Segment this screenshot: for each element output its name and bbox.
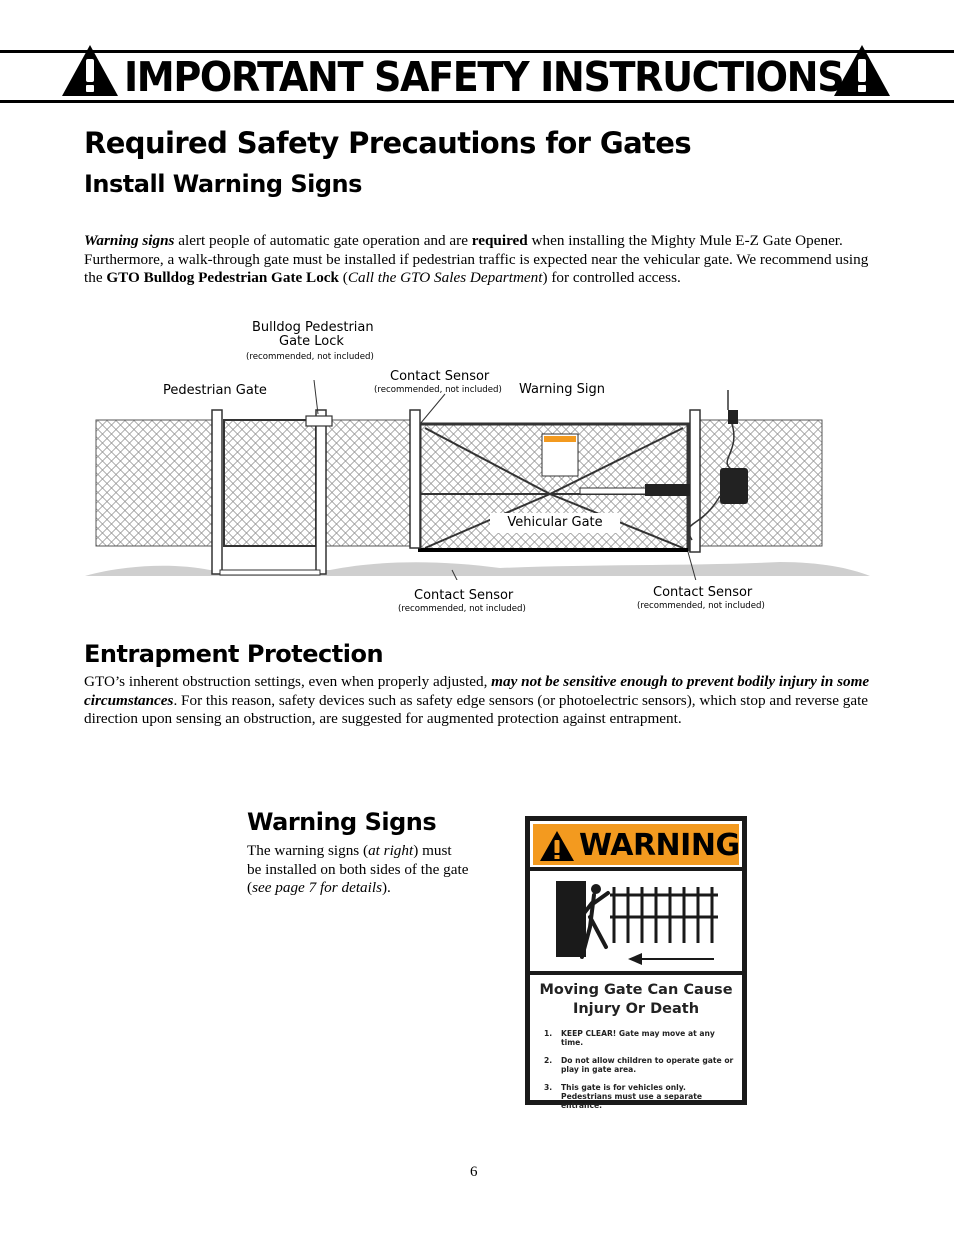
warning-sign-graphic — [525, 816, 747, 1111]
lock-label-line2: Gate Lock — [279, 334, 344, 349]
contact-sensor-right-note: (recommended, not included) — [637, 601, 765, 611]
contact-sensor-top-note: (recommended, not included) — [374, 385, 502, 395]
warning-triangle-icon — [60, 42, 120, 98]
banner-title: IMPORTANT SAFETY INSTRUCTIONS — [124, 53, 844, 101]
warning-sign-label: Warning Sign — [519, 382, 605, 397]
sign-divider — [530, 867, 742, 871]
list-item: 2. Do not allow children to operate gate or play in gate area. — [544, 1055, 734, 1075]
fence-diagram — [80, 380, 875, 580]
moving-gate-pictogram-icon — [550, 877, 730, 967]
contact-sensor-left-label: Contact Sensor — [414, 588, 514, 603]
warning-triangle-icon — [539, 830, 575, 862]
vehicular-gate-label: Vehicular Gate — [490, 513, 620, 533]
page-number: 6 — [470, 1164, 478, 1180]
entrapment-title: Entrapment Protection — [84, 640, 384, 668]
entrapment-paragraph: GTO’s inherent obstruction settings, even when properly adjusted, may not be sensitive enough to prevent bodily injury in some circumstances. For this reason, safety devices such as safety edge sensors (or photoelectric sensors), which stop and reverse gate direction upon sensing an obstruction, are suggested for augmented protection against entrapment. — [84, 673, 870, 727]
sign-message: Moving Gate Can Cause Injury Or Death — [539, 982, 733, 1017]
lock-note: (recommended, not included) — [246, 352, 374, 362]
list-item: 3. This gate is for vehicles only. Pedestrians must use a separate entrance. — [544, 1082, 702, 1111]
contact-sensor-top-label: Contact Sensor — [390, 369, 490, 384]
sign-instructions — [544, 1029, 734, 1119]
contact-sensor-left-note: (recommended, not included) — [398, 604, 526, 614]
pedestrian-gate-label: Pedestrian Gate — [163, 383, 267, 398]
sign-divider — [530, 971, 742, 975]
warning-signs-paragraph: The warning signs (at right) must be installed on both sides of the gate (see page 7 for details). — [247, 842, 469, 896]
intro-paragraph: Warning signs alert people of automatic gate operation and are required when installing the Mighty Mule E-Z Gate Opener. Furthermore, a walk-through gate must be installed if pedestrian traffic is expected near the vehicular gate. We recommend using the GTO Bulldog Pedestrian Gate Lock (Call the GTO Sales Department) for controlled access. — [84, 232, 869, 286]
section-title: Required Safety Precautions for Gates — [84, 126, 692, 160]
warning-triangle-icon — [832, 42, 892, 98]
lock-label-line1: Bulldog Pedestrian — [252, 320, 374, 335]
warning-signs-title: Warning Signs — [247, 808, 437, 836]
section-subtitle: Install Warning Signs — [84, 170, 362, 198]
contact-sensor-right-label: Contact Sensor — [653, 585, 753, 600]
list-item: 1. KEEP CLEAR! Gate may move at any time. — [544, 1029, 715, 1048]
sign-header-text: WARNING — [579, 828, 740, 863]
sign-header — [533, 824, 739, 865]
